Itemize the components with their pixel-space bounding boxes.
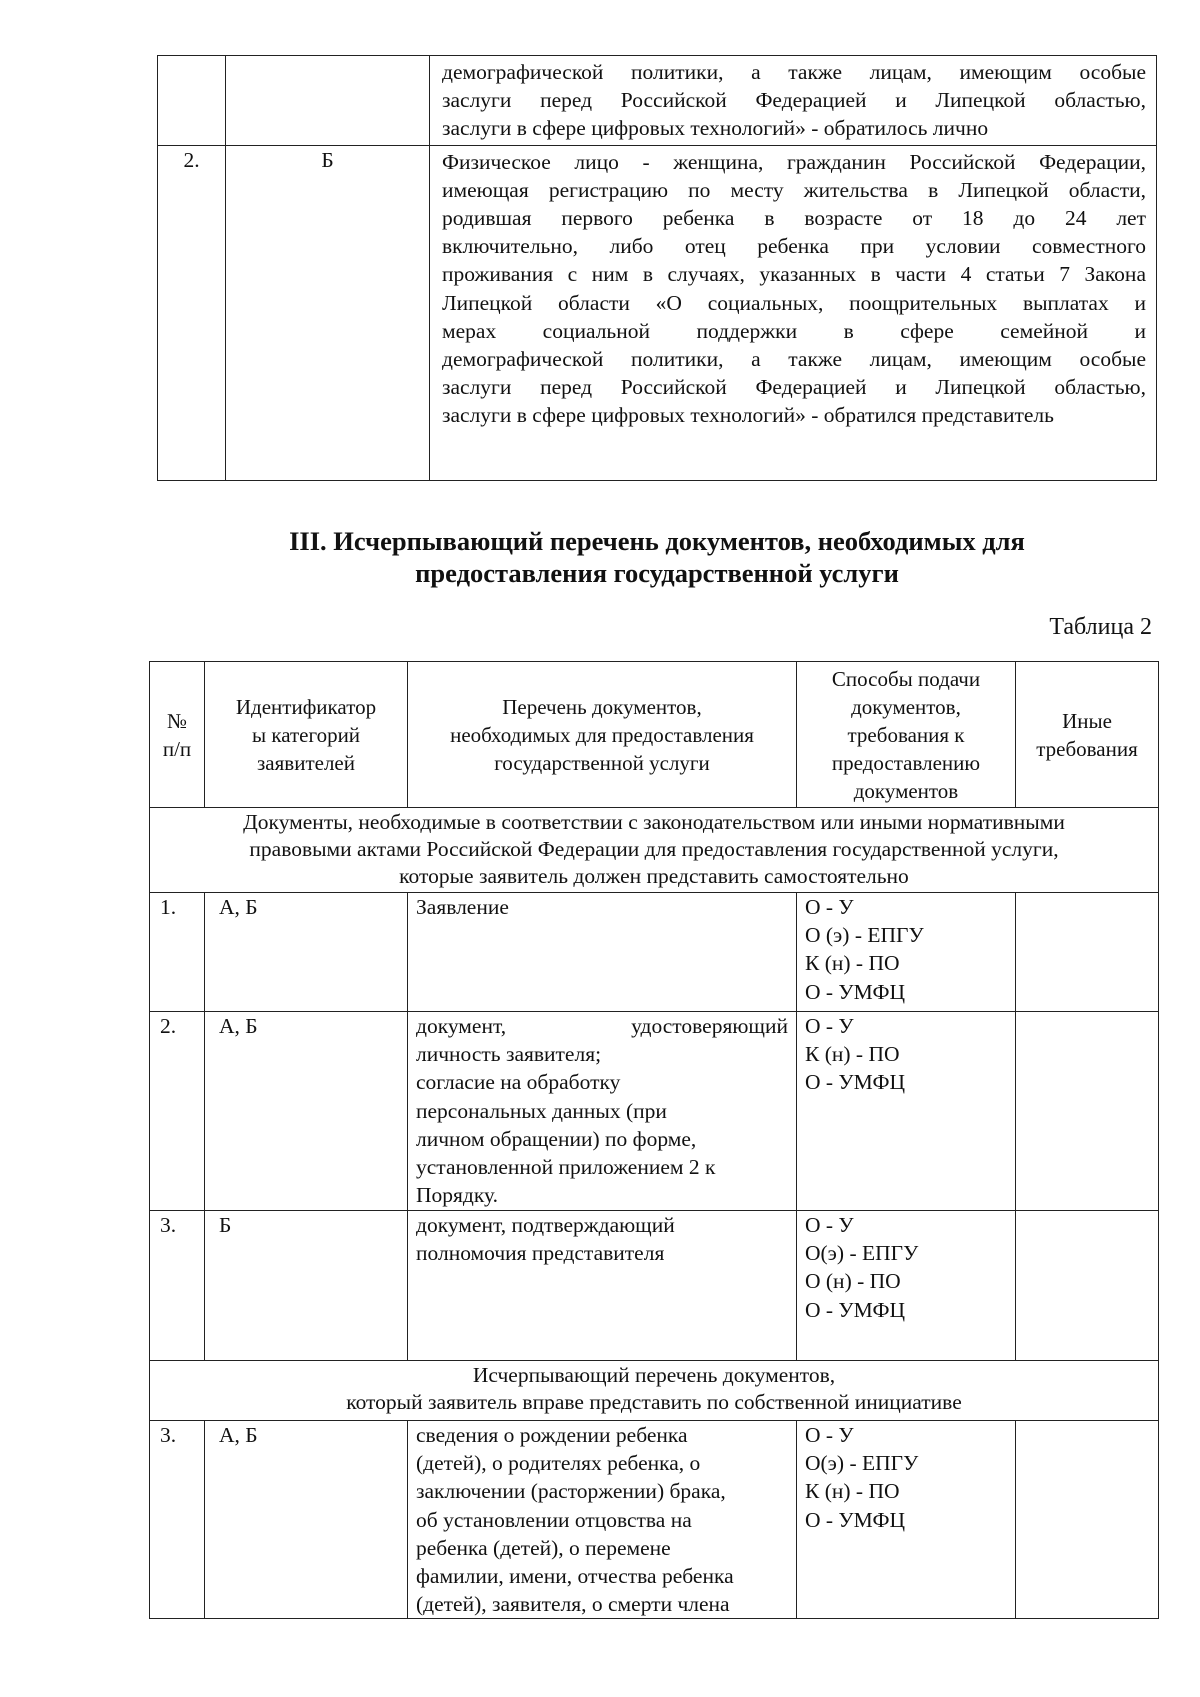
row-number-cell: 3.	[150, 1211, 205, 1361]
row-number-cell	[158, 56, 226, 146]
documents-cell: сведения о рождении ребенка (детей), о родителях ребенка, о заключении (расторжении) брака, об установлении отцовства на ребенка (детей), о перемене фамилии, имени, отчества ребенка (детей), заявителя, о смерти члена	[408, 1421, 797, 1619]
description-line: мерах социальной поддержки в сфере семейной и	[442, 318, 1146, 343]
description-line: Физическое лицо - женщина, гражданин Российской Федерации,	[442, 149, 1146, 174]
category-cell: А, Б	[205, 1012, 408, 1211]
row-number-cell: 1.	[150, 893, 205, 1012]
section-title-line: III. Исчерпывающий перечень документов, необходимых для	[289, 526, 1025, 556]
table-row	[150, 893, 1159, 1012]
description-cell	[430, 56, 1157, 146]
section-heading-cell: Исчерпывающий перечень документов, который заявитель вправе представить по собственной инициативе	[150, 1361, 1159, 1421]
table-row	[150, 1012, 1159, 1211]
ways-cell: О - У О(э) - ЕПГУ К (н) - ПО О - УМФЦ	[797, 1421, 1016, 1619]
description-line: заслуги перед Российской Федерацией и Липецкой областью,	[442, 375, 1146, 400]
documents-table	[149, 661, 1159, 1619]
description-line: заслуги перед Российской Федерацией и Липецкой областью,	[442, 88, 1146, 113]
description-cell	[430, 145, 1157, 480]
category-cell	[226, 56, 430, 146]
table-caption: Таблица 2	[1049, 614, 1152, 640]
category-cell: А, Б	[205, 893, 408, 1012]
header-other: Иные требования	[1016, 662, 1159, 808]
row-number-cell: 2.	[158, 145, 226, 480]
table-header-row	[150, 662, 1159, 808]
section-title	[157, 525, 1157, 589]
header-documents: Перечень документов, необходимых для предоставления государственной услуги	[408, 662, 797, 808]
description-line: включительно, либо отец ребенка при условии совместного	[442, 234, 1146, 259]
ways-cell: О - У О(э) - ЕПГУ О (н) - ПО О - УМФЦ	[797, 1211, 1016, 1361]
section-row	[150, 808, 1159, 893]
section-row	[150, 1361, 1159, 1421]
ways-cell: О - У К (н) - ПО О - УМФЦ	[797, 1012, 1016, 1211]
section-heading-cell: Документы, необходимые в соответствии с законодательством или иными нормативными правовыми актами Российской Федерации для предоставления государственной услуги, которые заявитель должен представить самостоятельно	[150, 808, 1159, 893]
table-row	[158, 145, 1157, 480]
category-cell: А, Б	[205, 1421, 408, 1619]
description-line: имеющая регистрацию по месту жительства в Липецкой области,	[442, 177, 1146, 202]
category-cell: Б	[226, 145, 430, 480]
description-line: демографической политики, а также лицам, имеющим особые	[442, 347, 1146, 372]
category-cell: Б	[205, 1211, 408, 1361]
header-category: Идентификатор ы категорий заявителей	[205, 662, 408, 808]
header-ways: Способы подачи документов, требования к предоставлению документов	[797, 662, 1016, 808]
description-line: родившая первого ребенка в возрасте от 18 до 24 лет	[442, 206, 1146, 231]
ways-cell: О - У О (э) - ЕПГУ К (н) - ПО О - УМФЦ	[797, 893, 1016, 1012]
other-cell	[1016, 1211, 1159, 1361]
row-number-cell: 3.	[150, 1421, 205, 1619]
documents-cell: Заявление	[408, 893, 797, 1012]
description-line: демографической политики, а также лицам, имеющим особые	[442, 60, 1146, 84]
description-line: проживания с ним в случаях, указанных в части 4 статьи 7 Закона	[442, 262, 1146, 287]
description-line: Липецкой области «О социальных, поощрительных выплатах и	[442, 290, 1146, 315]
documents-cell: документ, удостоверяющий личность заявителя; согласие на обработку персональных данных (при личном обращении) по форме, установленной приложением 2 к Порядку.	[408, 1012, 797, 1211]
row-number-cell: 2.	[150, 1012, 205, 1211]
documents-cell: документ, подтверждающий полномочия представителя	[408, 1211, 797, 1361]
header-num: № п/п	[150, 662, 205, 808]
continued-table	[157, 55, 1157, 481]
table-row	[150, 1211, 1159, 1361]
other-cell	[1016, 1421, 1159, 1619]
section-title-line: предоставления государственной услуги	[415, 558, 899, 588]
description-line: заслуги в сфере цифровых технологий» - обратился представитель	[442, 403, 1054, 428]
table-row	[150, 1421, 1159, 1619]
description-line: заслуги в сфере цифровых технологий» - обратилось лично	[442, 116, 989, 141]
table-row	[158, 56, 1157, 146]
other-cell	[1016, 893, 1159, 1012]
other-cell	[1016, 1012, 1159, 1211]
